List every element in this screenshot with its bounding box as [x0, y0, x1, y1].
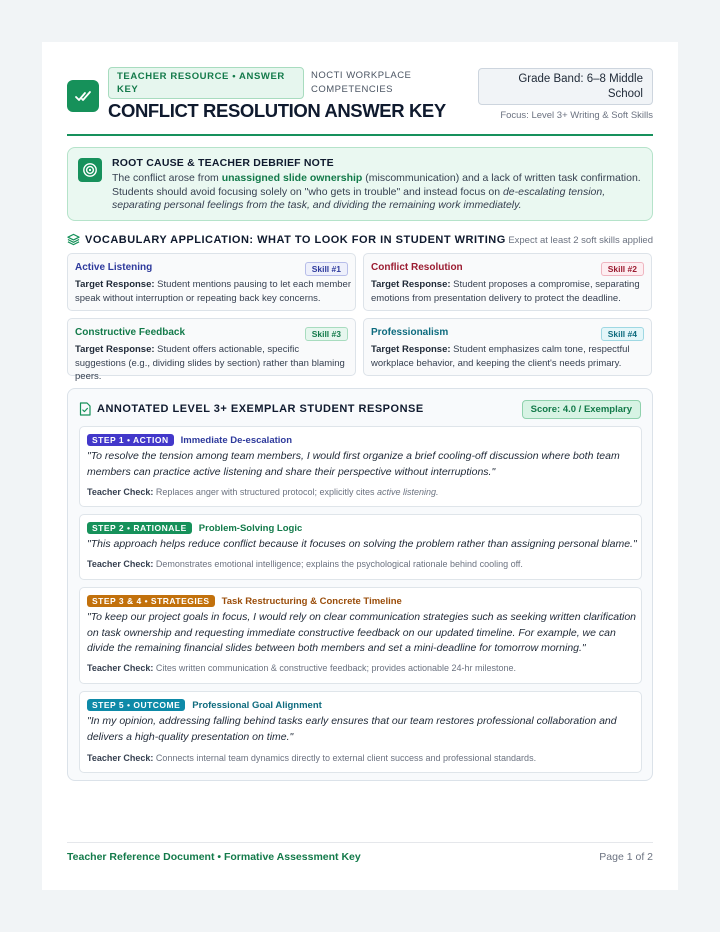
- exemplar-panel: [67, 388, 653, 781]
- step-subtitle: Problem-Solving Logic: [198, 522, 303, 534]
- exemplar-heading: [79, 402, 424, 416]
- step-header: [87, 595, 402, 607]
- student-quote: "To keep our project goals in focus, I would rely on clear communication strategies such as seeking written clarification on task ownership and requesting immediate constructive feedback on our updated timeline. For example, we can divide the remaining financial slides between both members and set a mini-deadline for tomorrow morning.": [87, 611, 637, 654]
- teacher-check-label: Teacher Check:: [87, 487, 154, 497]
- exemplar-step: [79, 514, 642, 580]
- skill-badge: Skill #1: [305, 262, 348, 276]
- debrief-text-part: The conflict arose from: [112, 172, 222, 184]
- teacher-check: [87, 663, 516, 673]
- teacher-check-text: Cites written communication & constructive feedback; provides actionable 24-hr milestone.: [153, 663, 517, 673]
- footer-label: Teacher Reference Document • Formative Assessment Key: [67, 851, 361, 863]
- skill-title: Conflict Resolution: [371, 262, 463, 273]
- step-header: [87, 522, 302, 534]
- skill-badge: Skill #4: [601, 327, 644, 341]
- exemplar-heading-text: ANNOTATED LEVEL 3+ EXEMPLAR STUDENT RESPONSE: [97, 403, 424, 415]
- skill-title: Professionalism: [371, 327, 449, 338]
- layers-icon: [67, 233, 80, 246]
- skill-card: [67, 253, 356, 311]
- step-subtitle: Task Restructuring & Concrete Timeline: [221, 595, 402, 607]
- exemplar-step: [79, 426, 642, 507]
- step-header: [87, 699, 322, 711]
- student-quote: "This approach helps reduce conflict because it focuses on solving the problem rather than assigning personal blame.": [87, 538, 637, 550]
- debrief-text-part: (miscommunication) and a lack of written task confirmation. Students should avoid focusing solely on "who gets in trouble" and instead focus on: [112, 172, 641, 198]
- grade-band: Grade Band: 6–8 Middle School: [478, 68, 653, 105]
- skill-description: [371, 278, 647, 305]
- target-icon: [78, 158, 102, 182]
- debrief-text: [112, 172, 642, 213]
- debrief-note: [67, 147, 653, 221]
- teacher-check-label: Teacher Check:: [87, 753, 154, 763]
- focus-label: Focus: Level 3+ Writing & Soft Skills: [500, 110, 653, 121]
- teacher-check: [87, 487, 439, 497]
- page-title: CONFLICT RESOLUTION ANSWER KEY: [108, 100, 446, 121]
- skill-card: [67, 318, 356, 382]
- exemplar-step: [79, 691, 642, 773]
- target-response: Student proposes a compromise, separating emotions from presentation delivery to protect the deadline.: [371, 279, 640, 304]
- teacher-check: [87, 753, 536, 763]
- target-label: Target Response:: [371, 279, 451, 290]
- skill-description: [371, 343, 647, 370]
- target-label: Target Response:: [371, 344, 451, 355]
- step-subtitle: Professional Goal Alignment: [192, 699, 322, 711]
- resource-badge: TEACHER RESOURCE • ANSWER KEY: [108, 67, 304, 99]
- target-label: Target Response:: [75, 344, 155, 355]
- target-response: Student mentions pausing to let each member speak without interruption or repeating back key concerns.: [75, 279, 351, 304]
- debrief-emphasis: de-escalating tension, separating personal feelings from the task, and dividing the remaining work immediately.: [112, 185, 606, 211]
- step-tag: STEP 5 • OUTCOME: [87, 699, 185, 711]
- skill-description: [75, 343, 351, 384]
- page: [42, 42, 678, 890]
- skill-title: Constructive Feedback: [75, 327, 186, 338]
- document-check-icon: [79, 402, 91, 416]
- teacher-check-text: Demonstrates emotional intelligence; explains the psychological rationale behind cooling off.: [153, 559, 523, 569]
- competencies-label: NOCTI WORKPLACE COMPETENCIES: [311, 70, 412, 95]
- step-header: [87, 434, 292, 446]
- target-label: Target Response:: [75, 279, 155, 290]
- step-subtitle: Immediate De-escalation: [180, 434, 293, 446]
- skill-card: [363, 318, 652, 376]
- header-divider: [67, 134, 653, 136]
- student-quote: "To resolve the tension among team members, I would first organize a brief cooling-off discussion where both team members can practice active listening and share their perspective without interruptions.": [87, 450, 620, 478]
- student-quote: "In my opinion, addressing falling behind tasks early ensures that our team restores professional collaboration and delivers a high-quality presentation on time.": [87, 715, 617, 743]
- teacher-check-text: Connects internal team dynamics directly to external client success and professional standards.: [153, 753, 537, 763]
- teacher-check-emphasis: active listening.: [376, 487, 439, 497]
- page-number: Page 1 of 2: [599, 851, 653, 863]
- skill-description: [75, 278, 351, 305]
- vocabulary-heading: [67, 233, 506, 246]
- step-tag: STEP 3 & 4 • STRATEGIES: [87, 595, 215, 607]
- footer-divider: [67, 842, 653, 843]
- vocabulary-heading-text: VOCABULARY APPLICATION: WHAT TO LOOK FOR IN STUDENT WRITING: [85, 233, 506, 246]
- target-response: Student offers actionable, specific suggestions (e.g., dividing slides by section) rather than blaming peers.: [75, 344, 345, 382]
- skill-badge: Skill #2: [601, 262, 644, 276]
- debrief-highlight: unassigned slide ownership: [221, 172, 363, 184]
- double-check-icon: [74, 87, 92, 105]
- skill-card: [363, 253, 652, 311]
- teacher-check-text: Replaces anger with structured protocol; explicitly cites: [153, 487, 377, 497]
- vocabulary-note: Expect at least 2 soft skills applied: [508, 235, 653, 246]
- score-badge: Score: 4.0 / Exemplary: [522, 400, 641, 419]
- teacher-check-label: Teacher Check:: [87, 663, 154, 673]
- debrief-heading: ROOT CAUSE & TEACHER DEBRIEF NOTE: [112, 157, 334, 169]
- teacher-check: [87, 559, 523, 569]
- teacher-check-label: Teacher Check:: [87, 559, 154, 569]
- step-tag: STEP 1 • ACTION: [87, 434, 174, 446]
- step-tag: STEP 2 • RATIONALE: [87, 522, 192, 534]
- skill-title: Active Listening: [75, 262, 153, 273]
- logo: [67, 80, 99, 112]
- exemplar-step: [79, 587, 642, 684]
- target-response: Student emphasizes calm tone, respectful workplace behavior, and keeping the client's needs primary.: [371, 344, 630, 369]
- skill-badge: Skill #3: [305, 327, 348, 341]
